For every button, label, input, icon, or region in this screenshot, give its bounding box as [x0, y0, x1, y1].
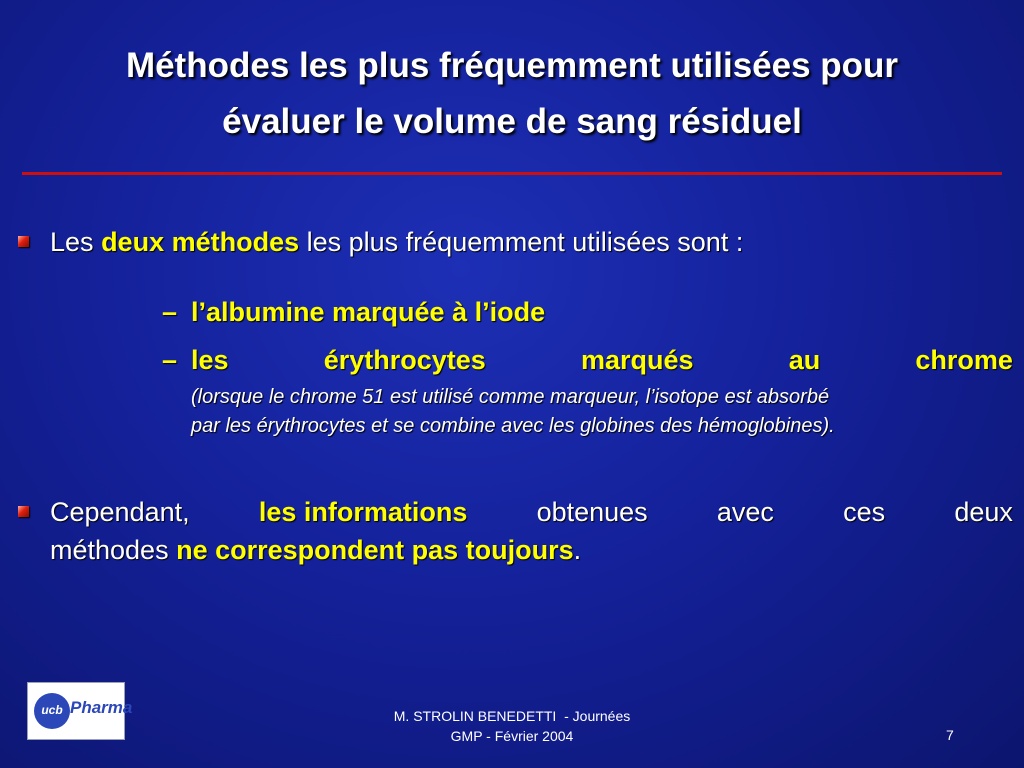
red-square-bullet-icon: [18, 506, 29, 517]
sub-bullet-2-text: [191, 342, 1013, 378]
sub-bullet-1-text: l’albumine marquée à l’iode: [191, 297, 546, 327]
bullet-2-word: avec: [716, 497, 774, 527]
sub-bullet-2-note: [191, 383, 1013, 441]
bullet-2-word: ces: [843, 497, 886, 527]
bullet-2-line-2-highlight: ne correspondent pas toujours: [176, 535, 574, 565]
bullet-2-line-2-suffix: .: [573, 535, 582, 565]
sub-bullet-2-word: chrome: [915, 345, 1013, 375]
bullet-2-text: [50, 493, 1013, 569]
slide-title: [30, 38, 994, 150]
slide-footer: [352, 706, 672, 746]
sub-bullet-2-word: au: [788, 345, 821, 375]
bullet-2-line-2: [50, 531, 1013, 569]
red-square-bullet-icon: [18, 236, 29, 247]
logo-seal-text: ucb: [41, 703, 63, 717]
sub-bullet-2-word: érythrocytes: [323, 345, 486, 375]
sub-bullet-2-dash: –: [162, 345, 178, 375]
bullet-2-highlight: les informations: [258, 497, 468, 527]
bullet-2-word: obtenues: [536, 497, 648, 527]
sub-bullet-2-word: les: [191, 345, 229, 375]
ucb-pharma-logo-icon: [27, 682, 133, 740]
bullet-2-word: Cependant,: [50, 497, 190, 527]
logo-seal: [34, 693, 70, 729]
bullet-1-suffix: les plus fréquemment utilisées sont :: [306, 227, 744, 257]
bullet-2-line-2-prefix: méthodes: [50, 535, 169, 565]
footer-line-2: GMP - Février 2004: [450, 728, 574, 744]
logo-text: Pharma: [70, 698, 133, 717]
slide-title-line-2: évaluer le volume de sang résiduel: [222, 102, 802, 141]
bullet-2-line-1: [50, 493, 1013, 531]
sub-bullet-1-dash: –: [162, 297, 178, 327]
sub-bullet-2-word: marqués: [580, 345, 694, 375]
note-line-2: par les érythrocytes et se combine avec les globines des hémoglobines).: [191, 415, 835, 437]
note-line-1-text: (lorsque le chrome 51 est utilisé comme marqueur, l’isotope est absorbé: [191, 386, 830, 408]
title-divider: [22, 172, 1002, 175]
bullet-1-text: [50, 223, 743, 261]
bullet-1-highlight: deux méthodes: [101, 227, 300, 257]
note-line-1: [191, 383, 1013, 412]
bullet-1-prefix: Les: [50, 227, 94, 257]
footer-line-1: M. STROLIN BENEDETTI - Journées: [393, 708, 631, 724]
page-number: 7: [946, 727, 954, 743]
slide-title-line-1: Méthodes les plus fréquemment utilisées pour: [125, 46, 899, 85]
bullet-2-word: deux: [954, 497, 1013, 527]
